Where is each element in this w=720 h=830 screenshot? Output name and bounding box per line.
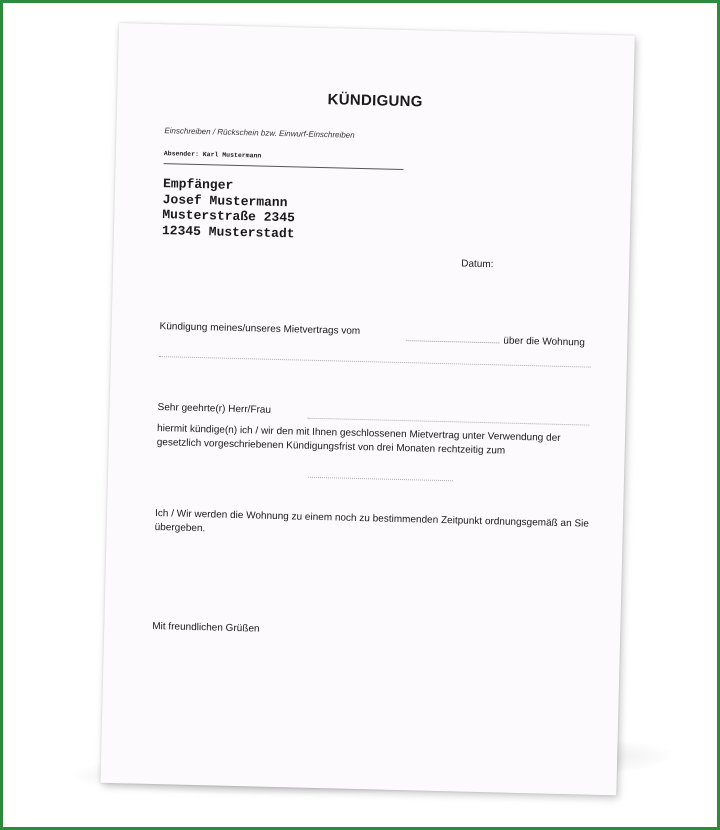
apartment-blank bbox=[159, 356, 591, 368]
sender-underline bbox=[164, 163, 404, 170]
recipient-line: Empfänger bbox=[162, 176, 234, 193]
sender-line-text: Absender: Karl Mustermann bbox=[163, 150, 262, 160]
subject-line-start: Kündigung meines/unseres Mietvertrags vom bbox=[159, 321, 361, 337]
salutation: Sehr geehrte(r) Herr/Frau bbox=[157, 402, 272, 416]
recipient-line: Musterstraße 2345 bbox=[162, 207, 296, 226]
recipient-line: 12345 Musterstadt bbox=[161, 222, 295, 241]
closing-greeting: Mit freundlichen Grüßen bbox=[152, 620, 260, 635]
document-title: KÜNDIGUNG bbox=[327, 91, 423, 111]
termination-date-blank bbox=[308, 477, 453, 482]
subject-line-end: über die Wohnung bbox=[503, 335, 586, 349]
body-paragraph-1: hiermit kündige(n) ich / wir den mit Ihnen geschlossenen Mietvertrag unter Verwendung der gesetzlich vorgeschriebenen Kündigungsfrist von drei Monaten rechtzeitig zum bbox=[156, 423, 561, 457]
name-blank bbox=[307, 418, 589, 426]
document-page bbox=[100, 23, 634, 795]
body-paragraph-2: Ich / Wir werden die Wohnung zu einem noch zu bestimmenden Zeitpunkt ordnungsgemäß an Sie übergeben. bbox=[154, 508, 589, 535]
recipient-address bbox=[162, 176, 296, 241]
date-label: Datum: bbox=[461, 258, 494, 271]
contract-date-blank bbox=[406, 340, 499, 343]
shipping-note: Einschreiben / Rückschein bzw. Einwurf-Einschreiben bbox=[164, 126, 355, 140]
recipient-line: Josef Mustermann bbox=[162, 191, 288, 210]
